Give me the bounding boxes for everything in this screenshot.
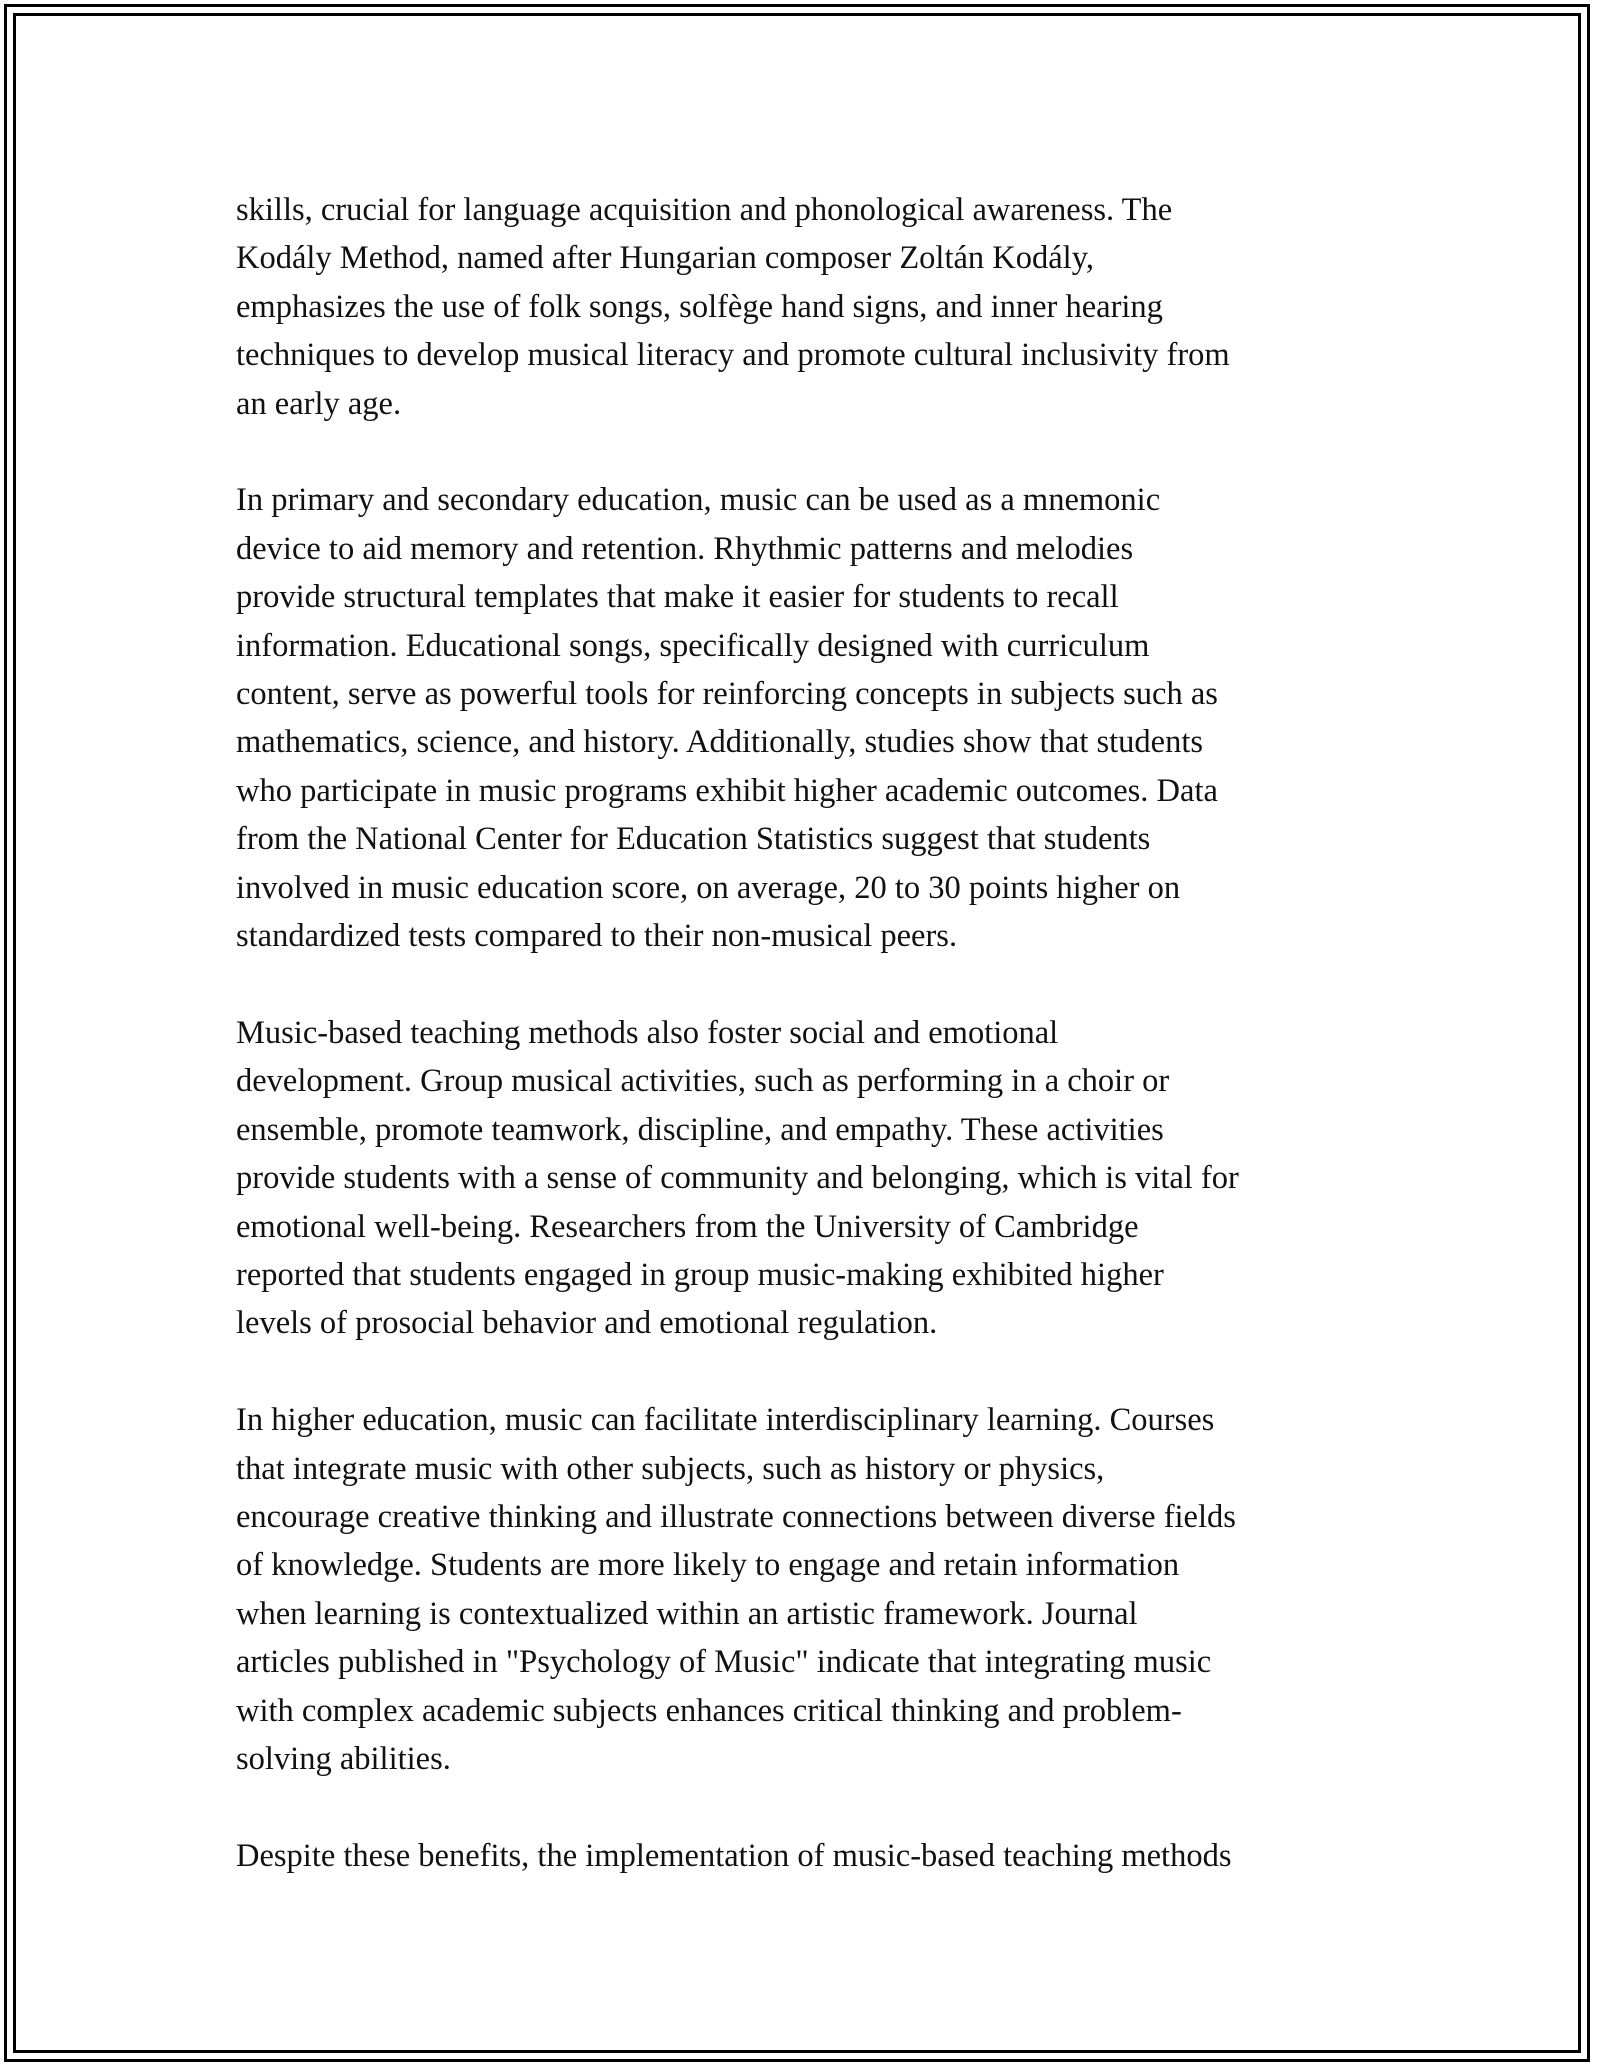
paragraph-5: Despite these benefits, the implementation of music-based teaching methods	[236, 1837, 1232, 1874]
paragraph-1: skills, crucial for language acquisition and phonological awareness. The Kodály Method, named after Hungarian composer Zoltán Kodály, emphasizes the use of folk songs, solfège hand signs, and inner hearing techniques to develop musical literacy and promote cultural inclusivity from an early age.	[236, 192, 1230, 422]
paragraph-4: In higher education, music can facilitate interdisciplinary learning. Courses that integrate music with other subjects, such as history or physics, encourage creative thinking and illustrate connections between diverse fields of knowledge. Students are more likely to engage and retain information when learning is contextualized within an artistic framework. Journal articles published in "Psychology of Music" indicate that integrating music with complex academic subjects enhances critical thinking and problem- solving abilities.	[236, 1402, 1236, 1777]
document-body	[236, 186, 1376, 1929]
paragraph-2: In primary and secondary education, music can be used as a mnemonic device to aid memory and retention. Rhythmic patterns and melodies provide structural templates that make it easier for students to recall information. Educational songs, specifically designed with curriculum content, serve as powerful tools for reinforcing concepts in subjects such as mathematics, science, and history. Additionally, studies show that students who participate in music programs exhibit higher academic outcomes. Data from the National Center for Education Statistics suggest that students involved in music education score, on average, 20 to 30 points higher on standardized tests compared to their non-musical peers.	[236, 482, 1218, 955]
paragraph-3: Music-based teaching methods also foster social and emotional development. Group musical activities, such as performing in a choir or ensemble, promote teamwork, discipline, and empathy. These activities provide students with a sense of community and belonging, which is vital for emotional well-being. Researchers from the University of Cambridge reported that students engaged in group music-making exhibited higher levels of prosocial behavior and emotional regulation.	[236, 1014, 1239, 1342]
